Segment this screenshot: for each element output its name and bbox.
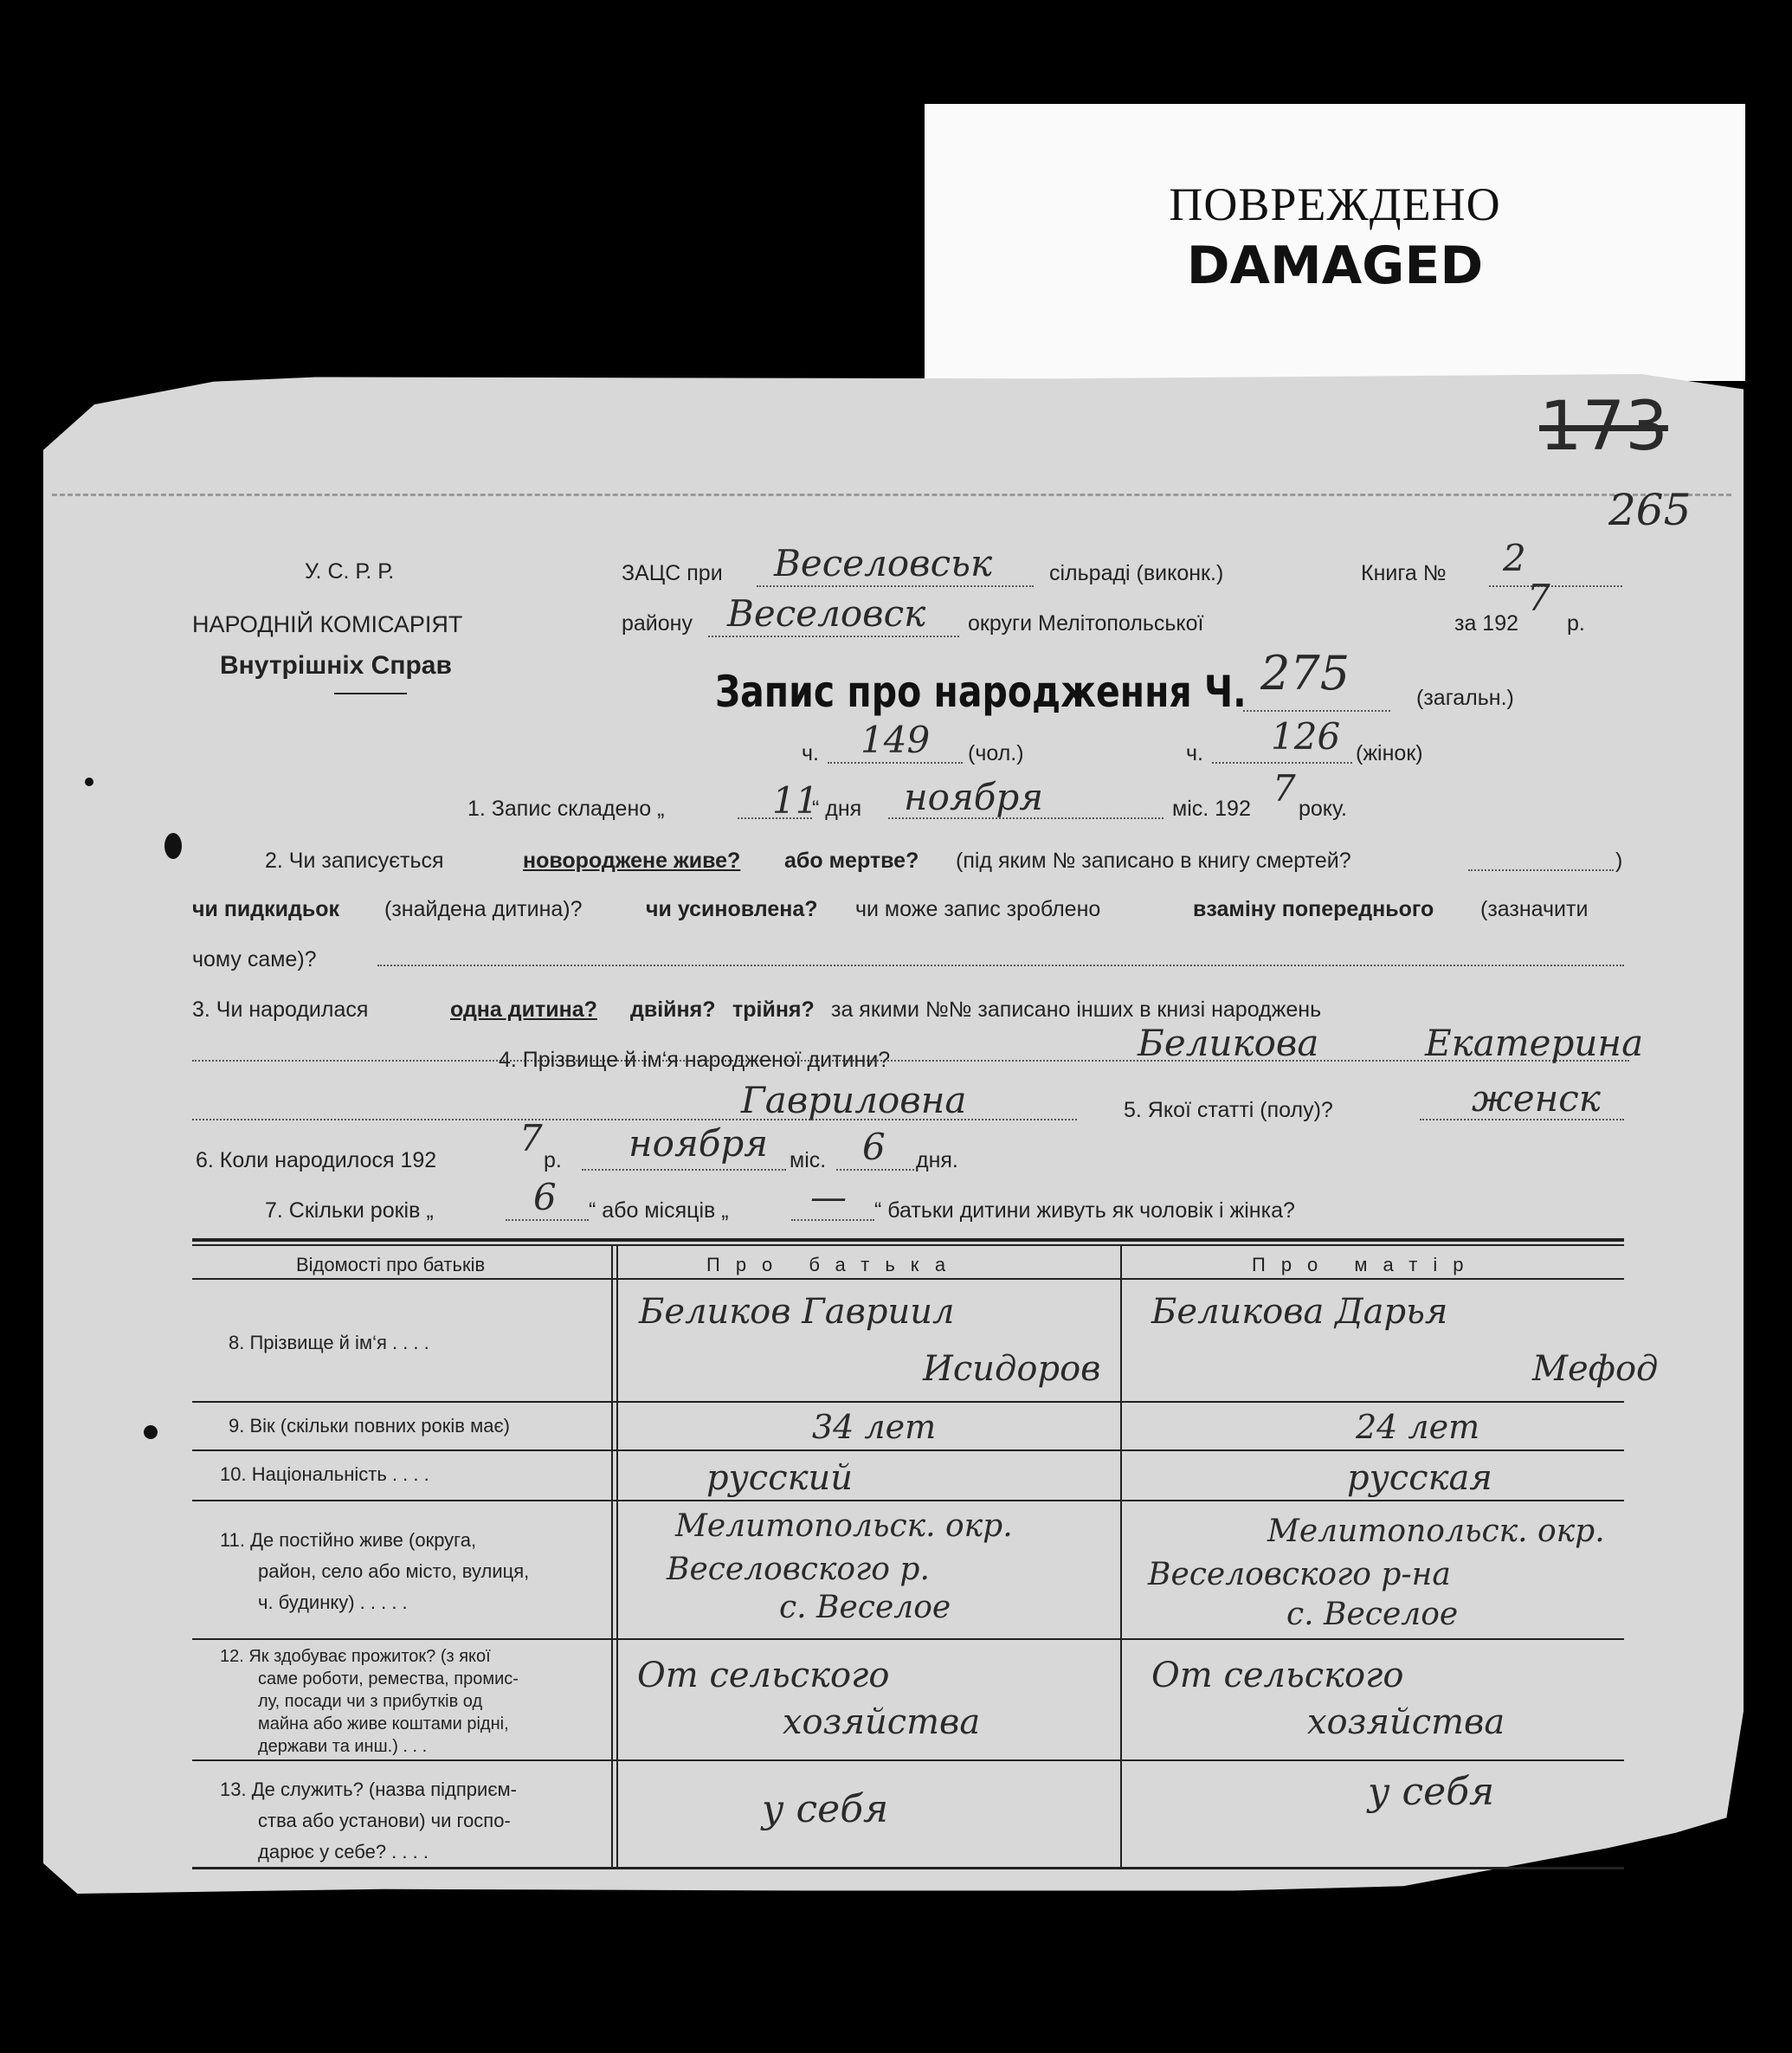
q1-b: “ дня [812,797,862,821]
row9-label: 9. Вік (скільки повних років має) [229,1415,511,1436]
ink-mark-2 [85,778,93,786]
q2b-d: чи може запис зроблено [855,897,1101,921]
row11-father-3: с. Веселое [779,1590,951,1625]
okrug-label: округи Мелітопольської [968,611,1204,636]
q3-line [192,1060,1629,1062]
row13-father: у себя [762,1787,889,1831]
corner-number-a: 173 [1539,388,1668,466]
q2-c: або мертве? [784,849,919,873]
q6-b: р. [544,1148,562,1172]
q1-year: 7 [1273,767,1296,810]
male-count: 149 [861,719,931,761]
q2-a: 2. Чи записується [265,849,444,873]
q1-c: міс. 192 [1172,797,1251,821]
q6-day: 6 [862,1126,886,1168]
row11-father-2: Веселовского р. [667,1552,930,1587]
table-head-rule [192,1278,1624,1280]
row13-label-2: ства або установи) чи госпо- [258,1810,511,1831]
row10-rule [192,1500,1624,1501]
q7-c: “ батьки дитини живуть як чоловік і жінка? [874,1198,1295,1223]
row10-mother: русская [1347,1458,1492,1498]
q2b-a: чи пидкидьок [192,897,340,921]
row12-mother-2: хозяйства [1307,1702,1505,1742]
q2b-b: (знайдена дитина)? [384,897,583,921]
row13-mother: у себя [1368,1770,1495,1814]
male-prefix: ч. [802,741,819,765]
col-header-mother: Про матір [1252,1254,1479,1275]
q7-years-line [506,1219,589,1221]
q7-b: “ або місяців „ [589,1198,729,1223]
col-rule-1b [616,1244,618,1868]
q4-label: 4. Прізвище й ім‘я народженої дитини? [499,1048,891,1072]
row11-father-1: Мелитопольск. окр. [675,1508,1013,1544]
row13-label-3: дарює у себе? . . . . [258,1841,429,1863]
table-top-rule-2 [192,1244,1624,1246]
damaged-label [925,104,1745,381]
row8-mother: Беликова Дарья [1151,1292,1448,1332]
row9-rule [192,1449,1624,1451]
q2c-line [377,965,1624,966]
q3-b: одна дитина? [450,997,597,1022]
q6-year: 7 [519,1117,543,1159]
q6-d: дня. [916,1148,958,1172]
q1-a: 1. Запис складено „ [467,797,665,821]
q5-value: женск [1472,1077,1601,1120]
q7-months: — [810,1176,847,1218]
row12-label-4: майна або живе коштами рідні, [258,1714,509,1733]
female-count: 126 [1271,715,1341,758]
col-header-info: Відомості про батьків [296,1254,486,1275]
selrada-label: сільраді (виконк.) [1049,561,1224,585]
q2b-f: (зазначити [1480,897,1589,921]
q2-line [1468,869,1614,871]
damaged-label-en: DAMAGED [1186,236,1484,296]
row11-label-1: 11. Де постійно живе (округа, [220,1529,477,1551]
year-label: за 192 [1454,611,1519,636]
ink-mark-1 [164,833,182,859]
q3-c: двійня? [630,997,716,1022]
q7-years: 6 [533,1176,557,1218]
q6-month-line [582,1169,786,1171]
perforation-line [52,494,1731,496]
row12-label-1: 12. Як здобуває прожиток? (з якої [220,1647,491,1666]
record-title: Запис про народження Ч. [715,667,1247,717]
q1-month: ноября [904,776,1044,818]
q3-a: 3. Чи народилася [192,997,369,1022]
male-line [828,762,963,764]
row9-father: 34 лет [812,1408,937,1446]
col-rule-1 [611,1244,613,1868]
q3-d: трійня? [732,997,815,1022]
row12-label-3: лу, посади чи з прибутків од [258,1692,483,1711]
department: Внутрішніх Справ [220,651,452,680]
table-bottom-rule [192,1867,1624,1869]
q6-a: 6. Коли народилося 192 [196,1148,437,1172]
corner-number-b: 265 [1608,485,1692,535]
book-line [1489,585,1622,587]
row8-label: 8. Прізвище й ім‘я . . . . [229,1332,429,1353]
q6-month: ноября [628,1122,769,1165]
q1-month-line [888,817,1164,819]
row12-father-1: От сельского [637,1656,890,1695]
q5-label: 5. Якої статті (полу)? [1124,1098,1333,1122]
row13-label-1: 13. Де служить? (назва підприєм- [220,1779,518,1800]
row11-mother-3: с. Веселое [1286,1597,1459,1632]
female-prefix: ч. [1186,741,1203,765]
record-number: 275 [1260,646,1350,700]
q6-c: міс. [790,1148,827,1172]
record-general: (загальн.) [1416,686,1514,710]
q6-day-line [836,1169,914,1171]
raion-label: району [622,611,693,636]
row9-mother: 24 лет [1356,1408,1480,1446]
q4-surname: Беликова [1138,1022,1319,1064]
row11-mother-1: Мелитопольск. окр. [1267,1514,1605,1549]
q2-b: новороджене живе? [523,849,741,873]
col-header-father: Про батька [706,1254,962,1275]
row11-rule [192,1638,1624,1640]
year-suffix: р. [1567,611,1585,636]
q1-d: року. [1299,797,1347,821]
commissariat: НАРОДНІЙ КОМІСАРІЯТ [192,611,463,637]
book-label: Книга № [1361,561,1447,585]
zags-label: ЗАЦС при [622,561,723,585]
ink-mark-3 [144,1425,158,1439]
female-label: (жінок) [1356,741,1423,765]
q3-e: за якими №№ записано інших в книзі народжень [831,997,1322,1022]
q2c-a: чому саме)? [192,947,317,972]
q4-line [192,1119,1077,1120]
q1-day-line [738,817,812,819]
row12-mother-1: От сельского [1151,1656,1404,1695]
col-rule-2 [1120,1244,1122,1868]
row10-label: 10. Національність . . . . [220,1463,429,1485]
row12-label-5: держави та инш.) . . . [258,1737,428,1756]
record-number-line [1243,710,1390,712]
q2-d: (під яким № записано в книгу смертей? [956,849,1351,873]
row12-label-2: саме роботи, ремества, промис- [258,1669,519,1688]
row11-label-3: ч. будинку) . . . . . [258,1591,408,1613]
row10-father: русский [706,1458,854,1498]
q5-line [1420,1119,1624,1120]
republic: У. С. Р. Р. [305,559,395,584]
q2b-c: чи усиновлена? [646,897,818,921]
table-top-rule [192,1238,1624,1242]
q4-patronymic: Гавриловна [741,1079,967,1121]
q1-day: 11 [772,779,819,822]
book-value: 2 [1503,537,1526,579]
row12-rule [192,1759,1624,1761]
zags-value: Веселовськ [774,542,993,584]
zags-line [757,585,1034,587]
row11-label-2: район, село або місто, вулиця, [258,1560,530,1582]
row8-father2: Исидоров [923,1349,1101,1389]
q7-months-line [791,1219,874,1221]
dept-underline [334,693,407,694]
female-line [1212,762,1352,764]
q2b-e: взаміну попереднього [1193,897,1434,921]
q4-name: Екатерина [1425,1022,1644,1064]
year-value: 7 [1527,577,1550,619]
male-label: (чол.) [968,741,1024,765]
raion-value: Веселовск [727,592,926,635]
row8-rule [192,1401,1624,1403]
damaged-label-ru: ПОВРЕЖДЕНО [1169,178,1501,230]
q7-a: 7. Скільки років „ [265,1198,434,1223]
row11-mother-2: Веселовского р-на [1148,1557,1451,1592]
row8-mother2: Мефод [1532,1349,1659,1389]
row12-father-2: хозяйства [783,1702,981,1742]
raion-line [708,636,959,637]
row8-father: Беликов Гавриил [639,1292,955,1332]
q2-e: ) [1615,849,1623,873]
